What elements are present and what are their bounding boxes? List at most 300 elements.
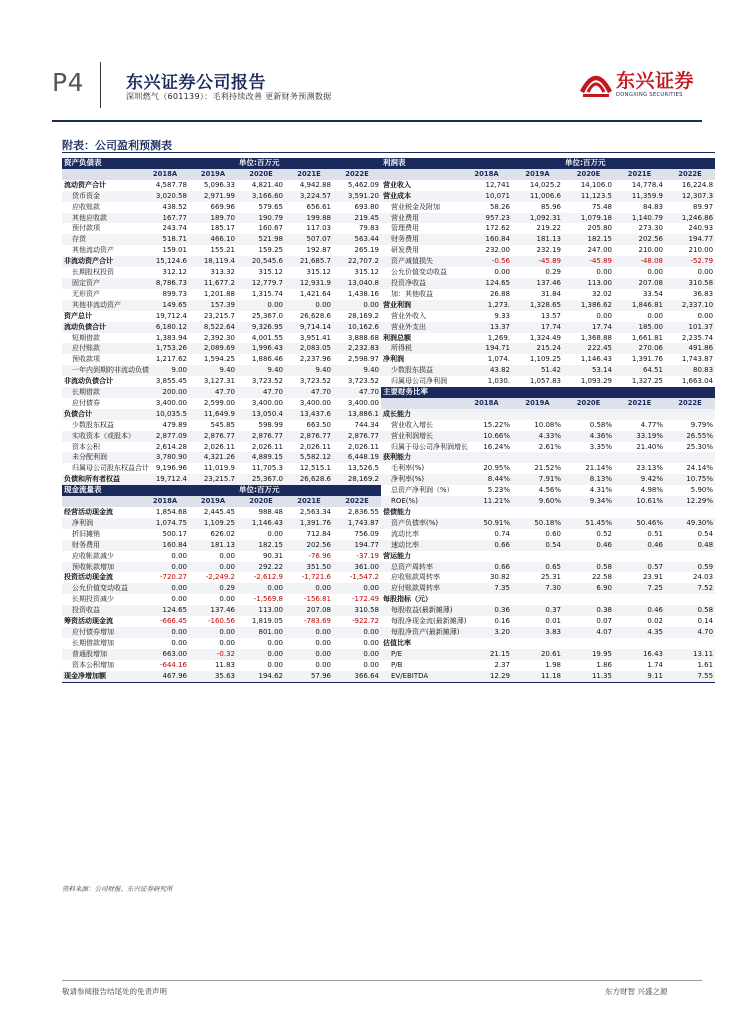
row-value: -666.45 (159, 617, 187, 626)
row-value: 12.29 (461, 671, 512, 682)
row-value: 11,123.5 (563, 191, 614, 202)
row-value: 0.46 (614, 605, 665, 616)
row-value: 9.42% (614, 474, 665, 485)
row-value: 23.91 (642, 573, 664, 582)
row-value: 3,591.20 (333, 191, 381, 202)
row-label: 应付账款 (62, 343, 141, 354)
row-value: 4.07 (563, 627, 614, 638)
row-value: 190.79 (237, 213, 285, 224)
row-value: 12,779.7 (237, 278, 285, 289)
row-value: 479.89 (162, 420, 187, 429)
row-value: 4.70 (665, 627, 715, 638)
row-label: 流动负债合计 (62, 322, 141, 333)
year-header: 2018A (461, 169, 512, 180)
row-value: 75.48 (591, 202, 613, 211)
row-label: 存货 (62, 234, 141, 245)
year-header-blank (381, 398, 461, 409)
row-value: 18,119.4 (189, 256, 237, 267)
row-value: 3,224.57 (285, 191, 333, 202)
row-value: 1,421.64 (299, 289, 331, 298)
row-value: 13,437.6 (285, 409, 333, 420)
row-value: 1,753.26 (141, 343, 189, 354)
row-value: 0.00 (189, 562, 237, 573)
row-label: 普通股增加 (62, 649, 141, 660)
row-value: 899.73 (162, 289, 187, 298)
row-value: 2,089.69 (189, 343, 237, 354)
table-row (62, 234, 715, 245)
row-value: 33.54 (642, 289, 664, 298)
row-value: 0.00 (333, 627, 381, 638)
row-value: 137.46 (512, 278, 563, 289)
row-label: 营业利润增长 (381, 431, 461, 442)
row-value: 0.00 (219, 551, 235, 560)
table-row (62, 551, 715, 562)
row-value: 181.13 (189, 540, 237, 551)
header-divider (100, 62, 101, 108)
table-row (62, 191, 715, 202)
row-label: 净利率(%) (381, 474, 461, 485)
row-value: 3.83 (512, 627, 563, 638)
row-value: 210.00 (638, 246, 664, 255)
row-label: 流动资产合计 (64, 180, 106, 189)
row-label: 营业收入 (383, 180, 412, 189)
row-value: 11,705.3 (251, 464, 283, 473)
row-value: 85.96 (540, 202, 562, 211)
row-value: -2,249.2 (205, 573, 235, 582)
row-label: 归属于母公司净利润增长 (391, 442, 469, 451)
row-value: 0.00 (285, 583, 333, 594)
row-value: 90.31 (262, 551, 283, 560)
row-value: 801.00 (237, 627, 285, 638)
row-value: 2,392.30 (203, 333, 235, 342)
row-label: 资本公积增加 (72, 660, 114, 669)
row-value: 11,649.9 (189, 409, 237, 420)
row-value: 0.00 (171, 551, 187, 560)
table-title: 利润表 (381, 158, 461, 169)
year-header-blank (381, 169, 461, 180)
table-row (62, 627, 715, 638)
year-header: 2020E (563, 169, 614, 180)
row-label: 管理费用 (391, 224, 420, 233)
row-label: 每股收益(最新摊薄) (381, 605, 461, 616)
row-label: 资产总计 (64, 311, 92, 320)
row-value: -156.81 (303, 595, 331, 604)
row-value: 3,400.00 (251, 398, 283, 407)
row-value: 7.30 (512, 583, 563, 594)
row-value: 26,628.6 (285, 474, 333, 485)
row-value: 12.29% (665, 496, 715, 507)
row-value: 507.07 (285, 234, 333, 245)
row-value: 194.71 (461, 343, 512, 354)
row-value: 5,462.09 (347, 180, 380, 189)
row-value: 3,723.52 (347, 377, 380, 386)
row-value: 14,778.4 (631, 180, 664, 189)
table-row (62, 583, 715, 594)
row-label: 估值比率 (383, 638, 412, 647)
table-row (62, 343, 715, 354)
row-value: 0.58 (665, 605, 715, 616)
row-value: 13,886.1 (333, 409, 381, 420)
table-row (62, 420, 715, 431)
row-value: 47.70 (237, 387, 285, 398)
row-label: 营业费用 (381, 213, 461, 224)
row-value: 0.66 (461, 540, 512, 551)
row-value (563, 594, 614, 605)
row-value: 0.00 (596, 311, 613, 320)
table-header-blank (512, 387, 563, 398)
row-value: 467.96 (141, 671, 189, 682)
row-value: 1,074.75 (141, 518, 189, 529)
table-row (62, 213, 715, 224)
row-label: 公允价值变动收益 (391, 268, 448, 277)
row-value: 247.00 (587, 246, 613, 255)
row-value: 232.00 (485, 246, 511, 255)
row-value: 5.90% (690, 486, 714, 495)
row-value: 113.00 (563, 278, 614, 289)
row-value: 9.11 (614, 671, 665, 682)
table-row (62, 365, 715, 376)
row-value: 14,106.0 (580, 180, 613, 189)
year-header: 2022E (665, 398, 715, 409)
row-value: 1,854.68 (155, 508, 187, 516)
row-value: 4,321.26 (189, 452, 237, 463)
row-value (665, 409, 715, 420)
row-value: 0.59 (665, 562, 715, 573)
row-value: 756.09 (354, 529, 380, 538)
row-value: 10,035.5 (141, 409, 189, 420)
row-label: 应收帐款减少 (72, 551, 114, 560)
row-value: 1,391.76 (631, 355, 664, 364)
row-value: 0.37 (512, 605, 563, 616)
row-value: 3,400.00 (155, 398, 187, 407)
row-label: 获利能力 (381, 452, 461, 463)
row-value: 9.60% (512, 496, 563, 507)
row-value: -720.27 (159, 573, 187, 582)
row-value: 160.67 (258, 224, 283, 233)
row-value: 292.22 (237, 562, 285, 573)
row-value: 2,026.11 (299, 442, 331, 451)
row-value: 0.00 (494, 268, 511, 277)
row-value: 0.02 (647, 617, 664, 626)
row-value: 693.80 (354, 202, 380, 211)
row-value: 491.86 (665, 343, 715, 354)
row-value: -160.56 (207, 617, 235, 626)
row-label: 现金净增加额 (62, 671, 141, 682)
row-value: 1,438.16 (347, 289, 380, 298)
row-value: 744.34 (354, 420, 380, 429)
row-value: 1,368.88 (580, 333, 613, 342)
table-row (62, 649, 715, 660)
row-value: 172.62 (485, 224, 511, 233)
table-row (62, 333, 715, 344)
row-value: 656.61 (306, 202, 331, 211)
year-header: 2019A (189, 169, 237, 180)
row-value: 3,723.52 (299, 377, 331, 386)
row-value: 1.61 (697, 660, 714, 669)
section-title: 附表：公司盈利预测表 (62, 139, 172, 152)
row-value: 30.82 (489, 573, 511, 582)
row-value: 7.52 (665, 583, 715, 594)
row-label: 所得税 (381, 343, 461, 354)
row-value: 7.35 (461, 583, 512, 594)
row-value: 167.77 (141, 213, 189, 224)
row-value: 15.22% (483, 420, 511, 429)
row-value: 7.25 (614, 583, 665, 594)
row-value: 2,599.00 (203, 398, 235, 407)
row-value: 1.74 (647, 660, 664, 669)
row-label: 长期借款增加 (72, 638, 114, 647)
table-row (62, 660, 715, 671)
row-value: 0.29 (545, 268, 562, 277)
row-value (461, 452, 512, 463)
row-value: 13.11 (665, 649, 715, 660)
row-label: 负债合计 (62, 409, 141, 420)
row-value: 202.56 (285, 540, 333, 551)
row-value (512, 507, 563, 518)
row-value: 1,594.25 (203, 355, 235, 364)
row-value: 2,876.77 (333, 431, 381, 442)
row-value: 0.00 (285, 649, 333, 660)
row-value: -76.96 (308, 551, 331, 560)
row-value: 2,445.45 (203, 508, 235, 516)
forecast-table-wrapper (62, 158, 715, 683)
row-value: 2,876.77 (237, 431, 285, 442)
table-unit: 单位:百万元 (237, 158, 381, 169)
row-value: 2,877.09 (141, 431, 189, 442)
row-value: 9.40 (189, 365, 237, 376)
row-value: 1,092.31 (512, 213, 563, 224)
row-value: 310.58 (333, 605, 381, 616)
row-value: 663.50 (306, 420, 331, 429)
row-value: 0.00 (333, 300, 381, 311)
row-label: 公允价值变动收益 (62, 583, 141, 594)
row-value: 22.58 (591, 573, 613, 582)
row-value: 25,367.0 (237, 474, 285, 485)
row-value: 265.19 (354, 246, 380, 255)
row-label: 每股指标（元） (383, 595, 433, 604)
table-row (62, 322, 715, 333)
row-value: 124.65 (461, 278, 512, 289)
row-value: 47.70 (333, 387, 381, 398)
row-label: 应付债券 (72, 398, 100, 407)
row-value: 51.45% (563, 518, 614, 529)
row-value: 2.61% (538, 442, 562, 451)
table-row (62, 300, 715, 311)
row-value: 11,677.2 (189, 278, 237, 289)
row-value: 1,146.43 (237, 518, 285, 529)
year-header: 2018A (141, 496, 189, 507)
row-value: 3,780.90 (141, 452, 189, 463)
row-value (461, 409, 512, 420)
row-value: 2,614.28 (155, 442, 187, 451)
row-label: 少数股东权益 (72, 420, 114, 429)
row-value: 0.46 (614, 540, 665, 551)
row-value: 361.00 (333, 562, 381, 573)
row-value: 13,040.8 (333, 278, 381, 289)
year-header: 2021E (614, 169, 665, 180)
row-value: -0.56 (461, 256, 512, 267)
row-label: 负债和所有者权益 (62, 474, 141, 485)
row-value: 23,215.7 (203, 311, 235, 320)
row-value: 28,169.2 (333, 474, 381, 485)
row-value: 4.56% (538, 486, 562, 495)
row-value (665, 594, 715, 605)
row-value: 8.13% (563, 474, 614, 485)
row-value: 0.29 (189, 583, 237, 594)
company-logo (578, 64, 698, 108)
row-value: 0.00 (219, 638, 235, 647)
row-value: 626.02 (210, 529, 235, 538)
logo-english-text: DONGXING SECURITIES (616, 92, 683, 98)
row-value: 11,006.6 (512, 191, 563, 202)
row-value (512, 594, 563, 605)
row-value: 0.65 (512, 562, 563, 573)
forecast-table (62, 158, 715, 683)
row-value: 1,324.49 (529, 333, 562, 342)
row-value: 4,587.78 (155, 180, 187, 189)
row-value: 240.93 (688, 224, 714, 233)
row-value: 17.74 (512, 322, 563, 333)
row-value: 957.23 (461, 213, 512, 224)
year-header: 2022E (333, 169, 381, 180)
row-value: 3,888.68 (347, 333, 380, 342)
row-label: 成长能力 (381, 409, 461, 420)
row-value: 25,367.0 (251, 311, 283, 320)
table-header-blank (189, 158, 237, 169)
row-value: 438.52 (162, 202, 187, 211)
row-value: -48.08 (614, 256, 665, 267)
row-label: 财务费用 (381, 234, 461, 245)
row-value: 3,166.60 (237, 191, 285, 202)
row-value: 4.36% (563, 431, 614, 442)
row-value (512, 638, 563, 649)
report-subtitle: 深圳燃气（601139）：毛利持续改善 更新财务预测数据 (126, 92, 332, 101)
row-label: 应付债券增加 (62, 627, 141, 638)
row-label: 投资收益 (62, 605, 141, 616)
row-label: 短期借款 (72, 333, 100, 342)
table-row (62, 158, 715, 169)
row-value: 9.33 (494, 311, 511, 320)
row-value: 50.91% (461, 518, 512, 529)
table-row (62, 463, 715, 474)
row-value: 51.42 (512, 365, 563, 376)
row-value (665, 452, 715, 463)
row-value: 0.00 (647, 268, 664, 277)
row-value: 25.31 (540, 573, 562, 582)
table-row (62, 671, 715, 682)
row-value (512, 551, 563, 562)
row-value: -644.16 (159, 660, 187, 669)
row-value: 189.70 (189, 213, 237, 224)
table-header-blank (189, 485, 237, 496)
row-value: 0.00 (285, 300, 333, 311)
row-value: 1,057.83 (529, 377, 562, 386)
row-value: 24.03 (692, 573, 714, 582)
row-value: 1,661.81 (631, 333, 664, 342)
row-value: 9.40 (333, 365, 381, 376)
table-row (62, 278, 715, 289)
row-value: 1,217.62 (155, 355, 187, 364)
row-value: 1,996.43 (237, 343, 285, 354)
table-row (62, 485, 715, 496)
row-value: 181.13 (512, 234, 563, 245)
row-label: 营业成本 (381, 191, 461, 202)
row-value: 149.65 (141, 300, 189, 311)
row-value: 2,836.55 (347, 508, 380, 516)
row-value: 31.84 (540, 289, 562, 298)
row-value: 3,723.52 (251, 377, 283, 386)
header-rule (52, 120, 702, 122)
section-rule (62, 152, 715, 153)
row-value: 0.00 (171, 638, 187, 647)
row-value: 0.60 (545, 529, 562, 538)
row-value: 47.70 (285, 387, 333, 398)
row-label: 利润总额 (383, 333, 412, 342)
row-value: -1,547.2 (349, 573, 380, 582)
row-label: 总资产周转率 (381, 562, 461, 573)
row-value: 11,019.9 (203, 464, 235, 473)
row-value: 7.91% (512, 474, 563, 485)
row-value: 312.12 (162, 268, 187, 277)
row-label: 其他流动资产 (72, 246, 114, 255)
row-value: 12,931.9 (285, 278, 333, 289)
year-header: 2020E (237, 169, 285, 180)
row-value: 1,386.62 (563, 300, 614, 311)
row-value: 219.22 (536, 224, 562, 233)
row-value: 0.00 (333, 649, 381, 660)
row-value: 3,400.00 (347, 398, 380, 407)
row-value: 6,448.19 (333, 452, 381, 463)
row-label: 非流动资产合计 (62, 256, 141, 267)
row-label: P/B (391, 660, 403, 669)
row-label: 无形资产 (72, 289, 100, 298)
table-unit: 单位:百万元 (563, 158, 715, 169)
table-row (62, 442, 715, 453)
row-label: 筹资活动现金流 (64, 617, 113, 626)
row-value: 16,224.8 (681, 180, 714, 189)
row-label: 应付账款周转率 (381, 583, 461, 594)
row-value: 0.36 (461, 605, 512, 616)
row-label: 每股净资产(最新摊薄) (381, 627, 461, 638)
row-value: 313.32 (210, 268, 235, 277)
row-value: 0.54 (697, 529, 714, 538)
table-unit: 单位:百万元 (237, 485, 381, 496)
year-header-blank (62, 169, 141, 180)
row-value: 500.17 (162, 529, 187, 538)
row-value: 49.30% (665, 518, 715, 529)
row-value: 2,971.99 (189, 191, 237, 202)
row-value: 215.24 (512, 343, 563, 354)
row-label: ROE(%) (381, 496, 461, 507)
year-header: 2020E (237, 496, 285, 507)
row-value (512, 452, 563, 463)
row-value (614, 638, 665, 649)
row-value: 15,124.6 (141, 256, 189, 267)
row-value: 1,146.43 (580, 355, 613, 364)
row-label: 资产减值损失 (381, 256, 461, 267)
row-value: 0.00 (237, 300, 285, 311)
row-value: 222.45 (563, 343, 614, 354)
row-value: 10.66% (461, 431, 512, 442)
row-value: 0.46 (563, 540, 614, 551)
row-value: 159.25 (258, 246, 283, 255)
row-value: 310.58 (665, 278, 715, 289)
row-value: 0.00 (141, 562, 189, 573)
row-value: 0.00 (141, 583, 189, 594)
row-value: 1,246.86 (665, 213, 715, 224)
row-value: 11.21% (461, 496, 512, 507)
row-label: EV/EBITDA (381, 671, 461, 682)
